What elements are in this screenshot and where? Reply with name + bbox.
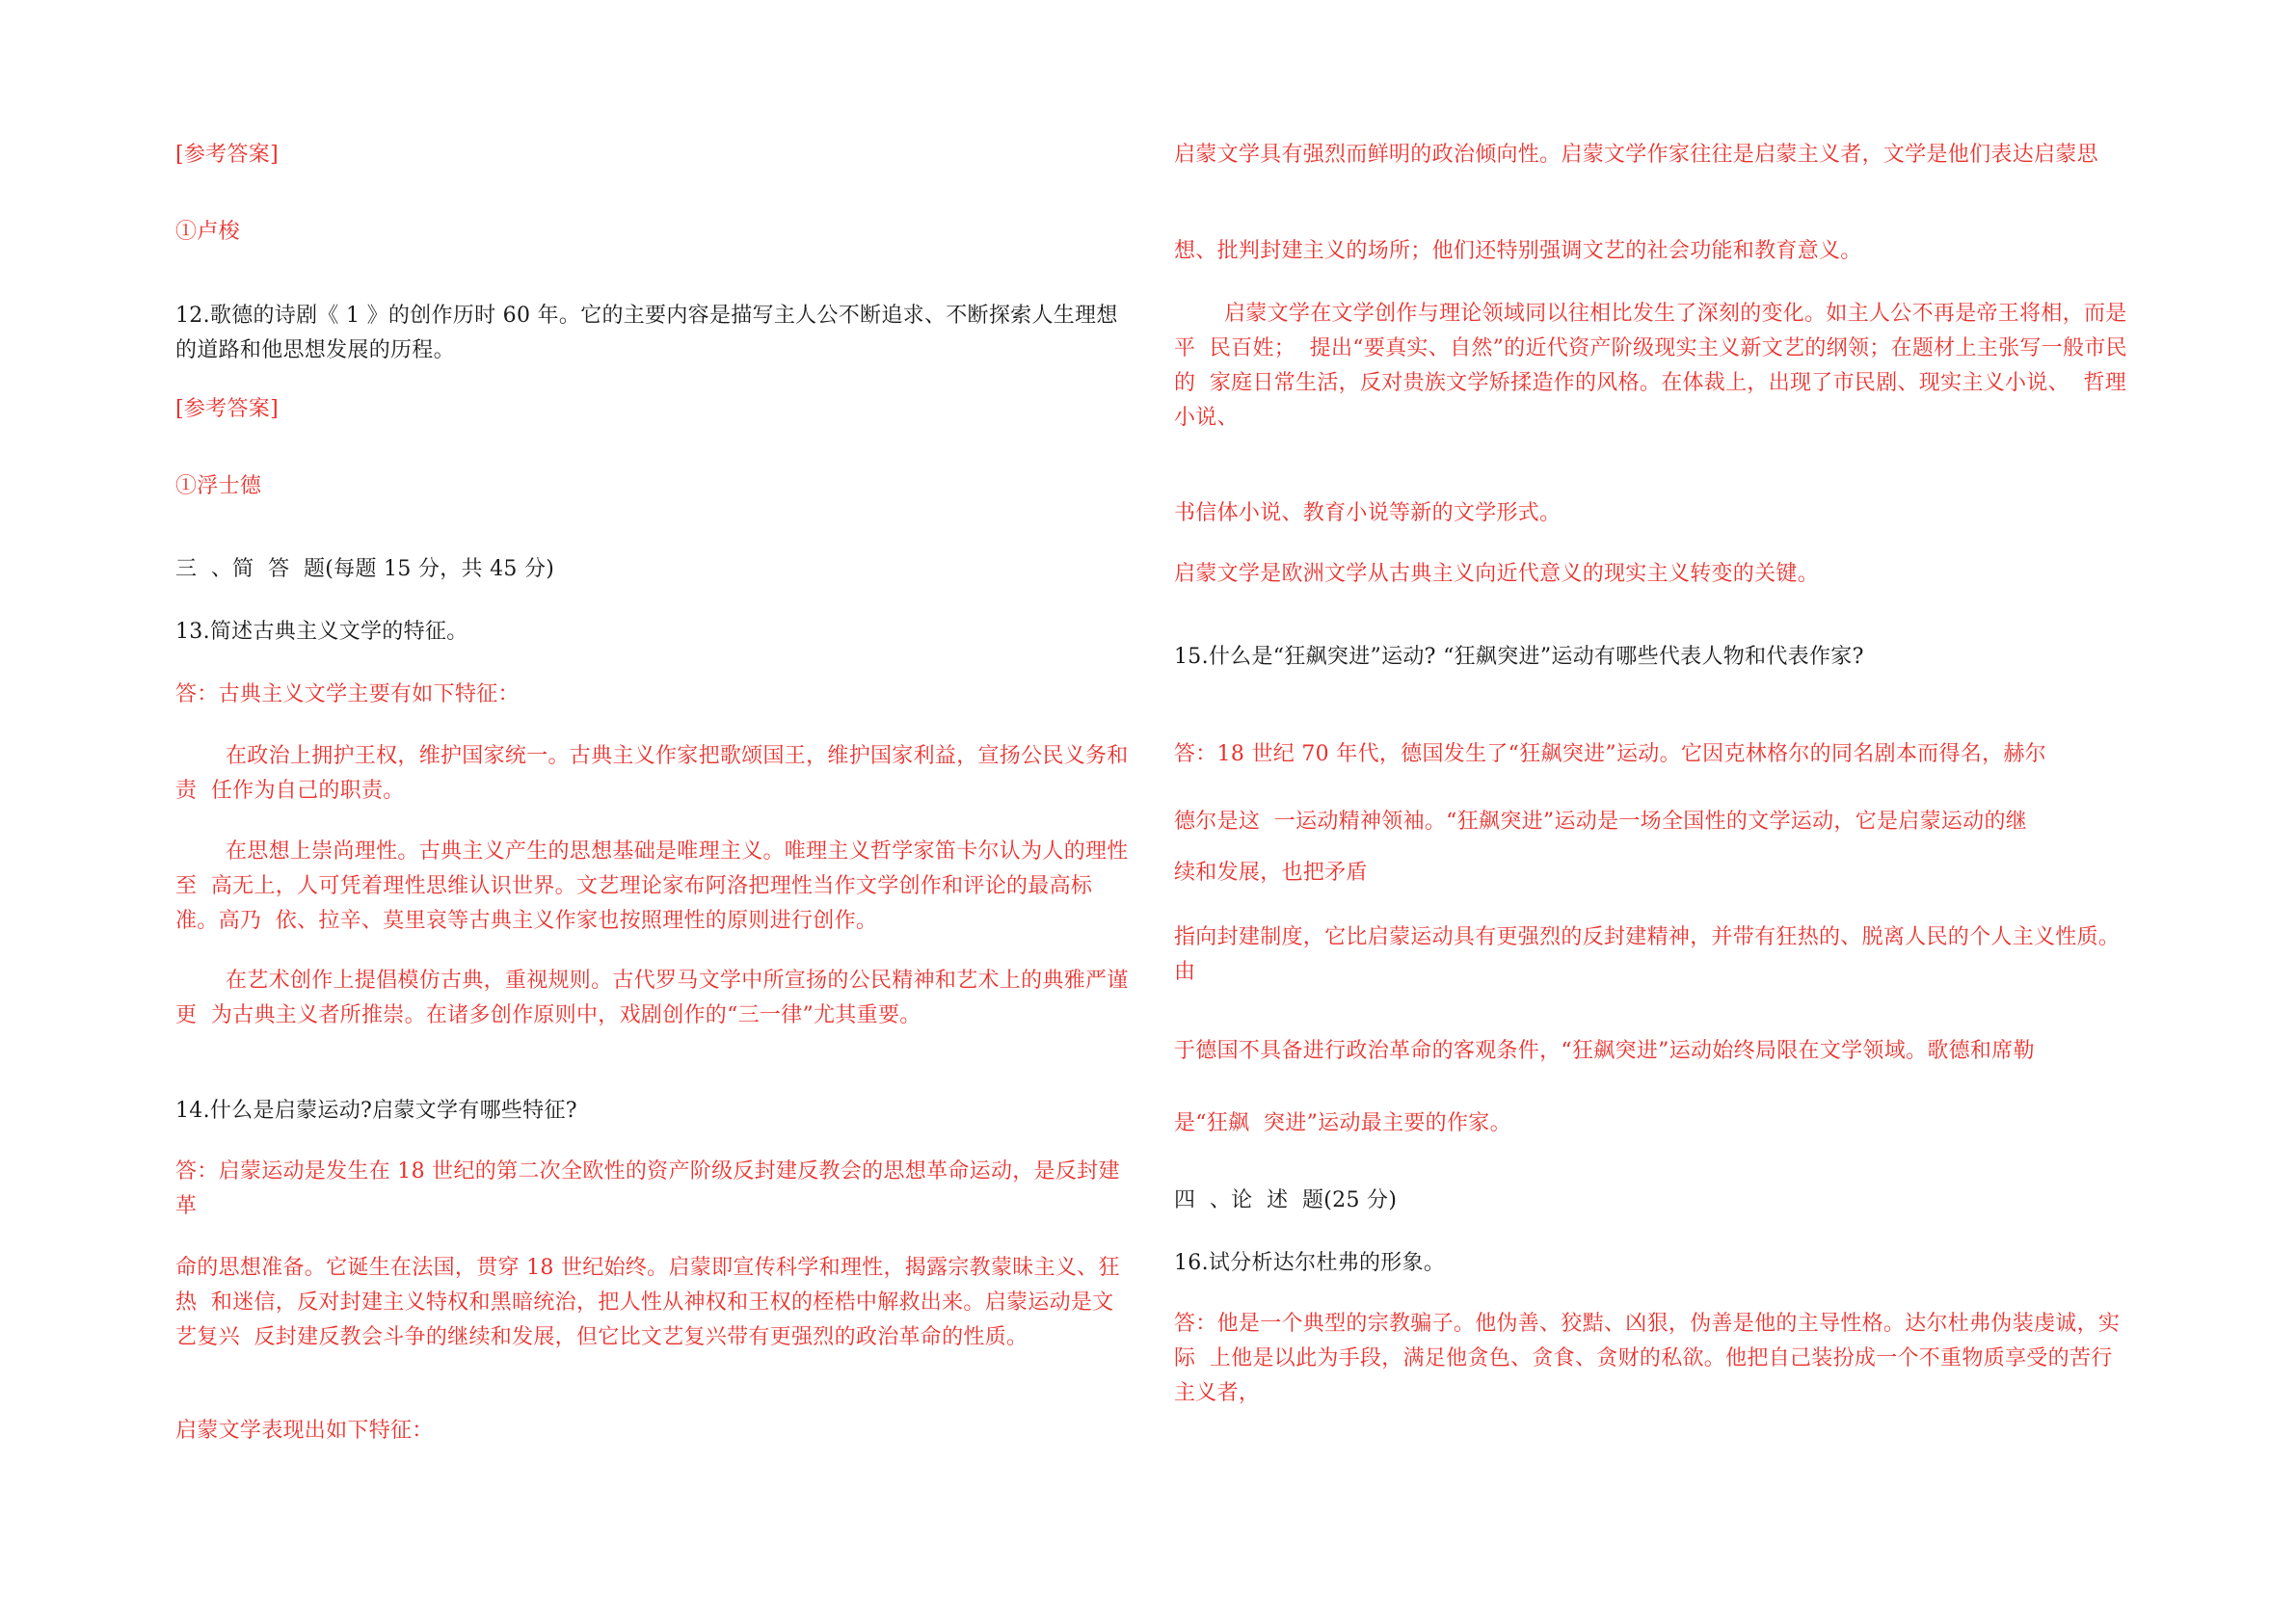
answer-14-conclusion: 启蒙文学是欧洲文学从古典主义向近代意义的现实主义转变的关键。 (1174, 562, 1820, 586)
answer-16-paragraph: 答：他是一个典型的宗教骗子。他伪善、狡黠、凶狠，伪善是他的主导性格。达尔杜弗伪装虔诚，实际 上他是以此为手段，满足他贪色、贪食、贪财的私欲。他把自己装扮成一个不重物质享受的苦行主义者， (1174, 1312, 2121, 1405)
answer-14-paragraph: 答：启蒙运动是发生在 18 世纪的第二次全欧性的资产阶级反封建反教会的思想革命运动，是反封建革 (175, 1159, 1120, 1218)
question-12: 12.歌德的诗剧《 1 》的创作历时 60 年。它的主要内容是描写主人公不断追求、不断探索人生理想 的道路和他思想发展的历程。 (175, 304, 1133, 362)
answer-15-paragraph: 指向封建制度，它比启蒙运动具有更强烈的反封建精神，并带有狂热的、脱离人民的个人主义性质。由 (1174, 925, 2121, 984)
answer-14-paragraph: 启蒙文学具有强烈而鲜明的政治倾向性。启蒙文学作家往往是启蒙主义者，文学是他们表达启蒙思 (1174, 143, 2098, 167)
reference-answer-heading: [参考答案] (175, 397, 279, 421)
answer-14-paragraph: 书信体小说、教育小说等新的文学形式。 (1174, 501, 1562, 525)
answer-13-paragraph: 在艺术创作上提倡模仿古典，重视规则。古代罗马文学中所宣扬的公民精神和艺术上的典雅严谨更 为古典主义者所推崇。在诸多创作原则中，戏剧创作的“三一律”尤其重要。 (175, 969, 1129, 1027)
section-heading-essay: 四 、论 述 题(25 分) (1174, 1188, 1398, 1212)
answer-13-intro: 答：古典主义文学主要有如下特征： (175, 682, 520, 706)
reference-answer-heading: [参考答案] (175, 143, 279, 167)
answer-14-paragraph: 想、批判封建主义的场所；他们还特别强调文艺的社会功能和教育意义。 (1174, 239, 1862, 263)
question-13: 13.简述古典主义文学的特征。 (175, 620, 468, 644)
answer-15-paragraph: 德尔是这 一运动精神领袖。“狂飙突进”运动是一场全国性的文学运动，它是启蒙运动的继 (1174, 810, 2028, 834)
answer-15-paragraph: 于德国不具备进行政治革命的客观条件，“狂飙突进”运动始终局限在文学领域。歌德和席勒 (1174, 1039, 2035, 1063)
question-14: 14.什么是启蒙运动?启蒙文学有哪些特征? (175, 1099, 577, 1123)
answer-15-paragraph: 是“狂飙 突进”运动最主要的作家。 (1174, 1111, 1511, 1135)
answer-15-paragraph: 续和发展，也把矛盾 (1174, 861, 1368, 885)
answer-13-paragraph: 在政治上拥护王权，维护国家统一。古典主义作家把歌颂国王，维护国家利益，宣扬公民义务和责 任作为自己的职责。 (175, 744, 1129, 803)
question-15: 15.什么是“狂飙突进”运动? “狂飙突进”运动有哪些代表人物和代表作家? (1174, 645, 1864, 669)
section-heading-short-answer: 三 、简 答 题(每题 15 分，共 45 分) (175, 557, 555, 581)
answer-14-paragraph: 启蒙文学在文学创作与理论领域同以往相比发生了深刻的变化。如主人公不再是帝王将相，而是平 民百姓； 提出“要真实、自然”的近代资产阶级现实主义新文艺的纲领；在题材上主张写一般市民的 家庭日常生活，反对贵族文学矫揉造作的风格。在体裁上，出现了市民剧、现实主义小说、 哲理小说、 (1174, 302, 2127, 430)
answer-15-paragraph: 答：18 世纪 70 年代，德国发生了“狂飙突进”运动。它因克林格尔的同名剧本而得名，赫尔 (1174, 742, 2046, 766)
answer-13-paragraph: 在思想上崇尚理性。古典主义产生的思想基础是唯理主义。唯理主义哲学家笛卡尔认为人的理性至 高无上，人可凭着理性思维认识世界。文艺理论家布阿洛把理性当作文学创作和评论的最高标准。高乃 依、拉辛、莫里哀等古典主义作家也按照理性的原则进行创作。 (175, 839, 1129, 933)
question-16: 16.试分析达尔杜弗的形象。 (1174, 1251, 1446, 1275)
answer-14-features-intro: 启蒙文学表现出如下特征： (175, 1419, 434, 1443)
answer-11: ①卢梭 (175, 220, 240, 244)
answer-12: ①浮士德 (175, 474, 262, 498)
answer-14-paragraph: 命的思想准备。它诞生在法国，贯穿 18 世纪始终。启蒙即宣传科学和理性，揭露宗教蒙昧主义、狂热 和迷信，反对封建主义特权和黑暗统治，把人性从神权和王权的桎梏中解救出来。启蒙运动是文艺复兴 反封建反教会斗争的继续和发展，但它比文艺复兴带有更强烈的政治革命的性质。 (175, 1256, 1120, 1349)
